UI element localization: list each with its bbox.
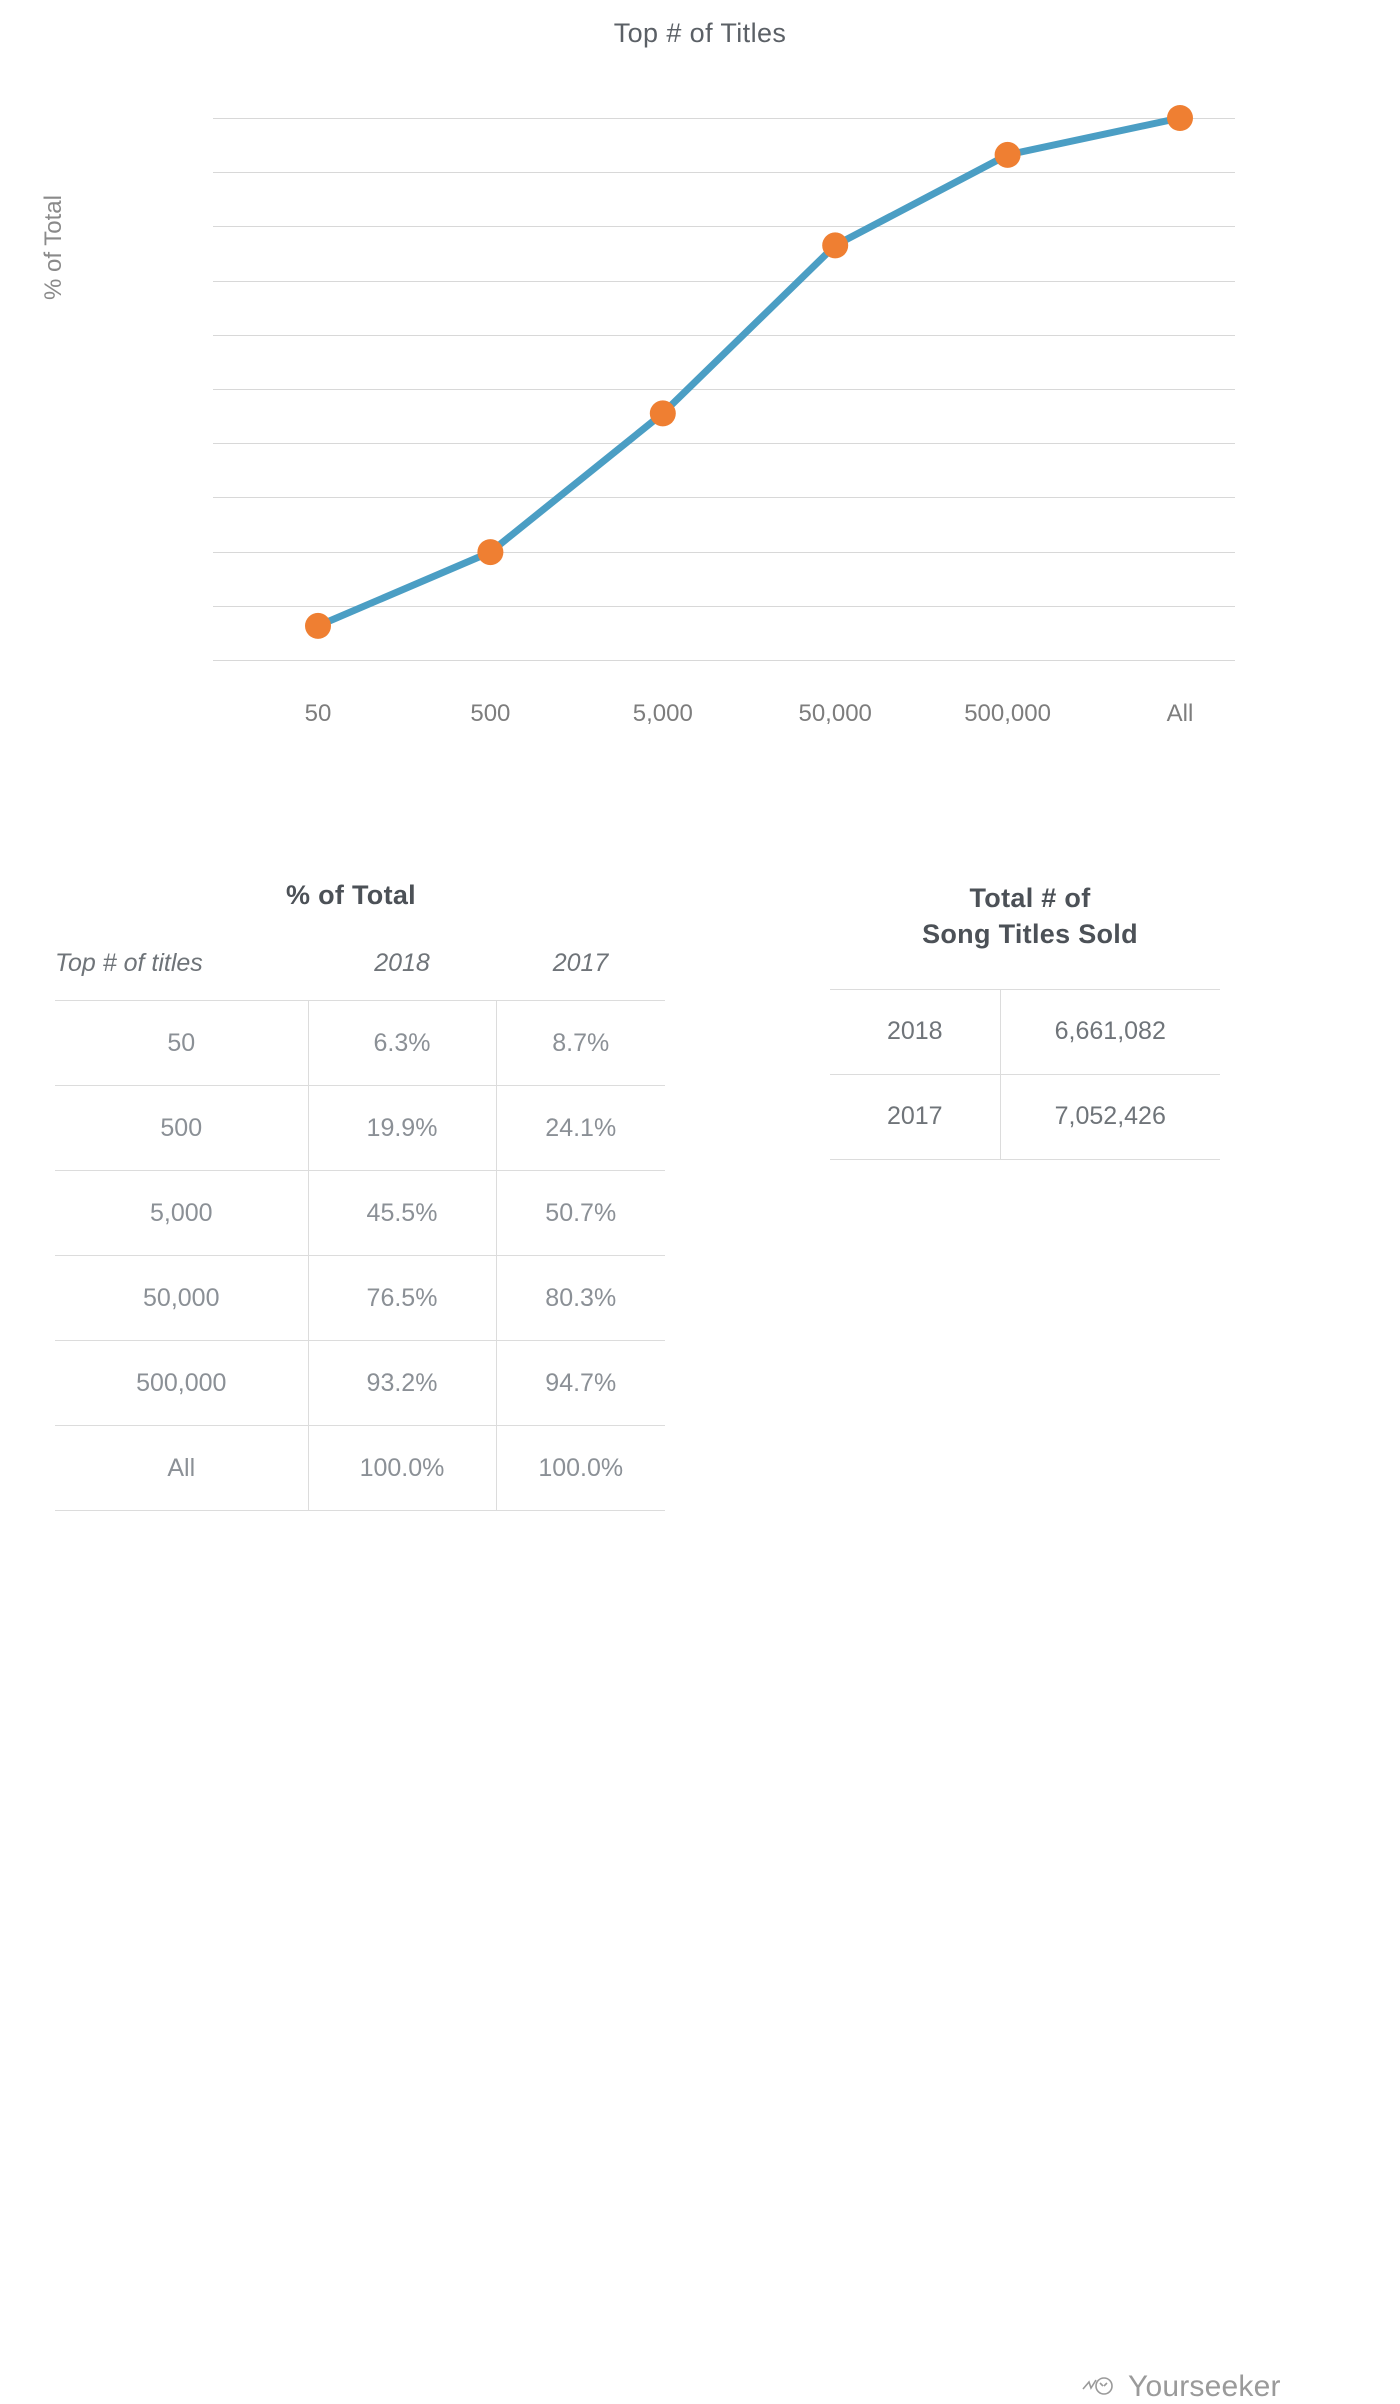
paw-logo-icon <box>1080 2372 1116 2402</box>
chart-title: Top # of Titles <box>613 18 787 48</box>
cell-top-titles: 500 <box>55 1086 308 1171</box>
data-point-marker <box>650 400 676 426</box>
cell-top-titles: 50,000 <box>55 1256 308 1341</box>
column-header-top-titles: Top # of titles <box>55 949 203 977</box>
table-row <box>55 1086 665 1171</box>
totals-table <box>830 989 1220 1160</box>
cell-top-titles: 50 <box>55 1001 308 1086</box>
cell-2017: 100.0% <box>496 1426 665 1511</box>
cell-2017: 50.7% <box>496 1171 665 1256</box>
cell-year: 2017 <box>830 1074 1000 1159</box>
cell-2017: 94.7% <box>496 1341 665 1426</box>
table-row <box>55 1171 665 1256</box>
totals-table-title-line2: Song Titles Sold <box>922 919 1138 950</box>
x-tick-label: All <box>1166 700 1194 727</box>
series-markers <box>305 105 1193 639</box>
cell-2017: 8.7% <box>496 1001 665 1086</box>
cell-total-titles-sold: 6,661,082 <box>1000 989 1220 1074</box>
table-row <box>830 989 1220 1074</box>
y-axis-label-wrap <box>40 195 145 328</box>
percent-of-total-table-wrap <box>55 880 665 1511</box>
y-axis-label: % of Total <box>40 195 67 300</box>
totals-table-title-line1: Total # of <box>969 883 1091 913</box>
totals-table-wrap <box>830 880 1230 1160</box>
column-header-2017: 2017 <box>552 949 609 977</box>
table-header-row <box>55 949 665 1001</box>
x-tick-label: 500,000 <box>964 700 1051 727</box>
series-line-2018 <box>318 118 1180 626</box>
cell-2018: 45.5% <box>308 1171 496 1256</box>
data-point-marker <box>305 613 331 639</box>
percent-of-total-table <box>55 949 665 1511</box>
x-tick-label: 500 <box>470 700 511 727</box>
x-tick-label: 50 <box>304 700 332 727</box>
x-tick-label: 5,000 <box>632 700 693 727</box>
cell-2018: 100.0% <box>308 1426 496 1511</box>
totals-table-title <box>830 880 1230 953</box>
totals-table-body <box>830 989 1220 1159</box>
cell-2018: 19.9% <box>308 1086 496 1171</box>
watermark-text: Yourseeker <box>1128 2370 1281 2403</box>
x-tick-label: 50,000 <box>798 700 872 727</box>
cell-2017: 24.1% <box>496 1086 665 1171</box>
cell-2018: 93.2% <box>308 1341 496 1426</box>
cell-2018: 76.5% <box>308 1256 496 1341</box>
percent-table-body <box>55 1001 665 1511</box>
chart-panel <box>0 0 1400 790</box>
cell-top-titles: 500,000 <box>55 1341 308 1426</box>
table-row <box>55 1001 665 1086</box>
table-row <box>55 1256 665 1341</box>
tables-panel <box>0 880 1400 2403</box>
line-series-svg <box>213 118 1235 660</box>
column-header-2018: 2018 <box>374 949 430 977</box>
watermark <box>1080 2370 1281 2404</box>
data-point-marker <box>1167 105 1193 131</box>
data-point-marker <box>822 232 848 258</box>
cell-top-titles: All <box>55 1426 308 1511</box>
cell-2017: 80.3% <box>496 1256 665 1341</box>
table-row <box>830 1074 1220 1159</box>
table-row <box>55 1426 665 1511</box>
cell-top-titles: 5,000 <box>55 1171 308 1256</box>
percent-table-title: % of Total <box>286 880 416 910</box>
cell-total-titles-sold: 7,052,426 <box>1000 1074 1220 1159</box>
gridline <box>213 660 1235 661</box>
data-point-marker <box>477 539 503 565</box>
data-point-marker <box>995 142 1021 168</box>
cell-year: 2018 <box>830 989 1000 1074</box>
table-row <box>55 1341 665 1426</box>
cell-2018: 6.3% <box>308 1001 496 1086</box>
